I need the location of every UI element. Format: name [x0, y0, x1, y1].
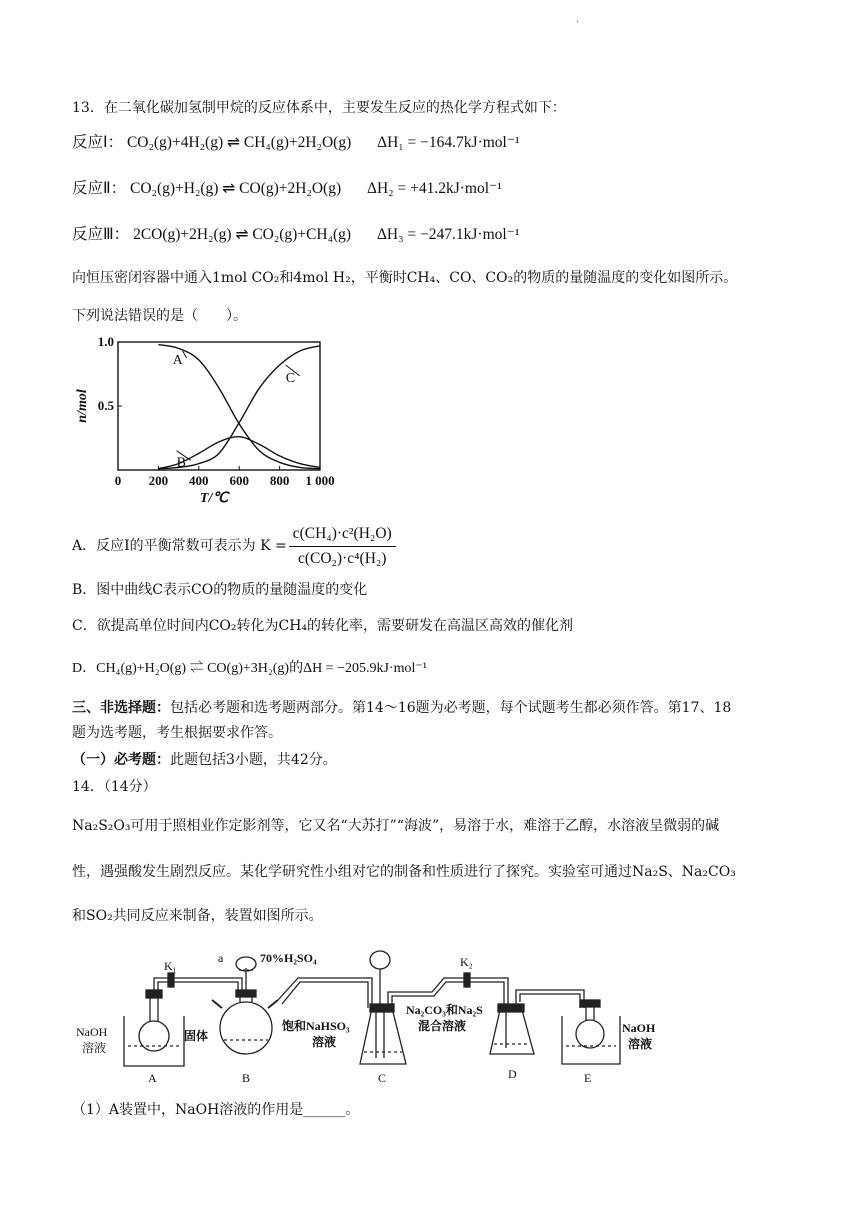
option-a-numerator: c(CH₄)·c²(H₂O)	[289, 524, 396, 547]
k2-valve	[464, 973, 470, 987]
apparatus-diagram	[72, 948, 672, 1088]
device-a	[124, 990, 184, 1066]
naoh-right-label: NaOH	[622, 1021, 656, 1035]
k1-valve	[168, 973, 174, 987]
x-tick-label: 200	[148, 473, 169, 488]
option-b: B．图中曲线C表示CO的物质的量随温度的变化	[72, 582, 368, 598]
page-dot: .	[576, 14, 580, 25]
reaction-1-equation: CO₂(g)+4H₂(g) ⇌ CH₄(g)+2H₂O(g)	[126, 134, 352, 151]
naoh-left-label: NaOH	[76, 1025, 108, 1039]
nahso3-label: 饱和NaHSO₃	[282, 1019, 350, 1033]
option-a-fraction	[289, 524, 396, 569]
reaction-3-equation: 2CO(g)+2H₂(g) ⇌ CO₂(g)+CH₄(g)	[133, 226, 352, 243]
equilibrium-chart	[74, 330, 344, 510]
reaction-2-label: 反应Ⅱ：	[72, 180, 127, 197]
solution-right-label: 溶液	[628, 1037, 653, 1051]
option-a-denominator: c(CO₂)·c⁴(H₂)	[297, 549, 387, 567]
section3-sub-title: （一）必考题：	[72, 752, 170, 768]
series-label-c: C	[285, 370, 296, 386]
x-tick-label: 1 000	[305, 473, 335, 488]
k1-label: K₁	[164, 959, 177, 973]
series-label-b: B	[176, 455, 186, 471]
label-d: D	[508, 1067, 517, 1081]
option-a	[72, 524, 396, 568]
q14-paragraph-1: Na₂S₂O₃可用于照相业作定影剂等，它又名“大苏打”“海波”，易溶于水，难溶于乙醇，水溶液呈微弱的碱	[72, 818, 720, 834]
q14-header: 14．（14分）	[72, 779, 157, 795]
section3-title: 三、非选择题：	[72, 700, 170, 716]
device-b	[212, 957, 278, 1054]
y-axis-label: n/mol	[75, 389, 90, 423]
y-tick-label: 0.5	[97, 398, 114, 413]
reaction-2	[72, 179, 502, 199]
section3-line2: 题为选考题，考生根据要求作答。	[72, 725, 282, 741]
reaction-1	[72, 133, 520, 153]
mix-solution-label: 混合溶液	[418, 1019, 467, 1033]
series-label-a: A	[172, 352, 183, 368]
device-d	[490, 1002, 534, 1054]
k2-label: K₂	[460, 955, 473, 969]
x-tick-label: 600	[229, 473, 249, 488]
q13-condition: 向恒压密闭容器中通入1mol CO₂和4mol H₂，平衡时CH₄、CO、CO₂的物质的量随温度的变化如图所示。	[72, 270, 738, 286]
q13-question: 下列说法错误的是（ ）。	[72, 308, 247, 324]
device-e	[562, 1000, 620, 1064]
reaction-2-dh: ΔH₂ = +41.2kJ·mol⁻¹	[367, 180, 502, 197]
reaction-2-equation: CO₂(g)+H₂(g) ⇌ CO(g)+2H₂O(g)	[130, 180, 342, 197]
option-a-prefix: A．反应Ⅰ的平衡常数可表示为 K =	[72, 538, 287, 554]
reaction-1-dh: ΔH₁ = −164.7kJ·mol⁻¹	[377, 134, 520, 151]
chart-frame	[118, 342, 320, 470]
section3-desc: 包括必考题和选考题两部分。第14～16题为必考题，每个试题考生都必须作答。第17、18	[170, 700, 732, 716]
q14-sub1: （1）A装置中，NaOH溶液的作用是______。	[72, 1102, 360, 1118]
option-d: D．CH₄(g)+H₂O(g) ⇌ CO(g)+3H₂(g)的ΔH = −205.9kJ·mol⁻¹	[72, 661, 427, 676]
option-c: C．欲提高单位时间内CO₂转化为CH₄的转化率，需要研发在高温区高效的催化剂	[72, 618, 574, 634]
nahso3-solution-label: 溶液	[312, 1035, 337, 1049]
x-tick-label: 400	[189, 473, 209, 488]
label-e: E	[584, 1071, 592, 1085]
label-c: C	[378, 1071, 387, 1085]
q14-paragraph-3: 和SO₂共同反应来制备，装置如图所示。	[72, 908, 323, 924]
section3-line1	[72, 698, 731, 718]
reaction-1-label: 反应Ⅰ：	[72, 134, 124, 151]
x-tick-label: 800	[269, 473, 290, 488]
x-axis-label: T/℃	[199, 491, 229, 506]
reaction-3-label: 反应Ⅲ：	[72, 226, 130, 243]
q14-paragraph-2: 性，遇强酸发生剧烈反应。某化学研究性小组对它的制备和性质进行了探究。实验室可通过Na₂S、Na₂CO₃	[72, 864, 736, 880]
reaction-3-dh: ΔH₃ = −247.1kJ·mol⁻¹	[376, 226, 520, 243]
section3-sub-desc: 此题包括3小题，共42分。	[170, 752, 337, 768]
a-label: a	[218, 951, 224, 965]
x-tick-label: 0	[114, 473, 122, 488]
q13-stem: 13．在二氧化碳加氢制甲烷的反应体系中，主要发生反应的热化学方程式如下：	[72, 100, 566, 116]
section3-sub	[72, 750, 337, 770]
reaction-3	[72, 225, 520, 245]
mix-label: Na₂CO₃和Na₂S	[406, 1003, 483, 1017]
acid-label: 70%H₂SO₄	[260, 951, 317, 965]
device-c	[360, 951, 406, 1064]
label-a: A	[148, 1071, 157, 1085]
label-b: B	[242, 1071, 251, 1085]
solution-left-label: 溶液	[82, 1041, 107, 1055]
y-tick-label: 1.0	[97, 334, 114, 349]
solid-label: 固体	[184, 1029, 209, 1043]
